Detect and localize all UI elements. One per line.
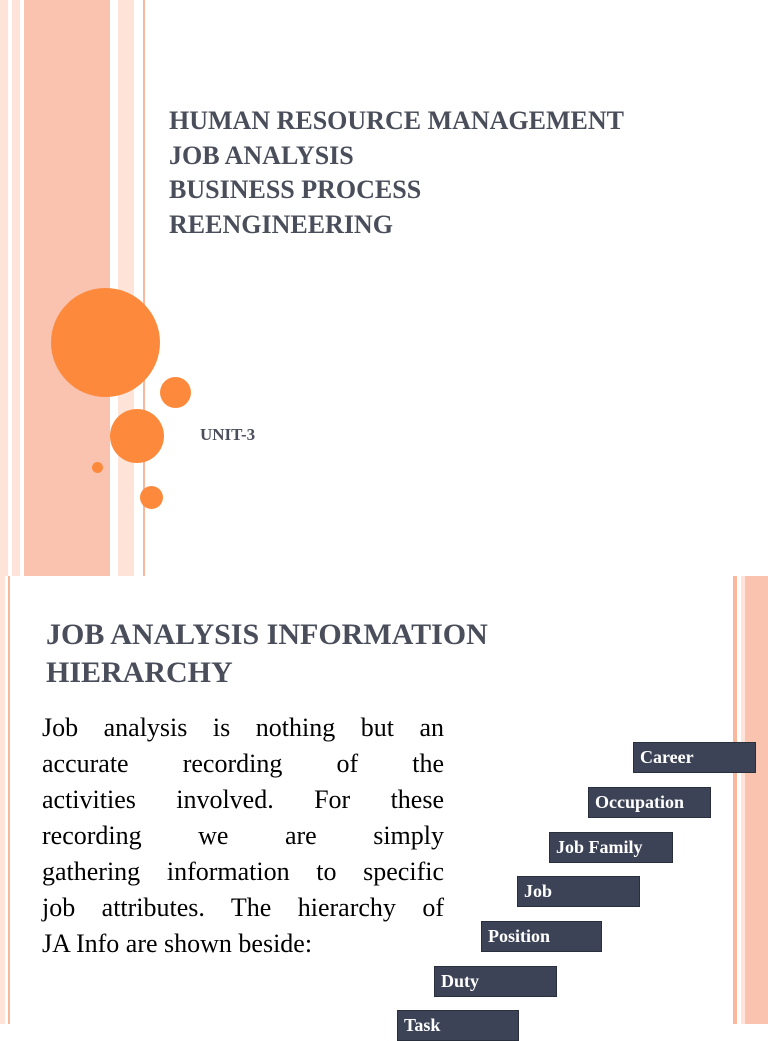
slide-heading	[46, 616, 488, 692]
decorative-band	[12, 0, 20, 576]
hierarchy-box-occupation: Occupation	[588, 787, 711, 818]
body-line: Job analysis is nothing but an	[42, 713, 444, 742]
heading-line: JOB ANALYSIS INFORMATION	[46, 618, 488, 651]
body-line: JA Info are shown beside:	[42, 929, 313, 958]
decorative-circle	[92, 462, 103, 473]
hierarchy-box-position: Position	[481, 921, 602, 952]
title-line: JOB ANALYSIS	[169, 140, 354, 170]
hierarchy-box-job: Job	[517, 876, 640, 907]
hierarchy-box-job-family: Job Family	[549, 832, 673, 863]
title-line: BUSINESS PROCESS	[169, 175, 422, 204]
body-line: activities involved. For these	[42, 785, 444, 814]
decorative-band	[8, 576, 10, 1024]
body-line: recording we are simply	[42, 821, 444, 850]
decorative-band	[0, 576, 5, 1024]
body-line: accurate recording of the	[42, 749, 444, 778]
slide-subtitle: UNIT-3	[200, 425, 256, 444]
title-line: HUMAN RESOURCE MANAGEMENT	[169, 106, 624, 135]
heading-line: HIERARCHY	[46, 656, 233, 689]
decorative-circle	[51, 288, 160, 397]
title-line: REENGINEERING	[169, 209, 393, 239]
body-line: job attributes. The hierarchy of	[42, 893, 444, 922]
body-line: gathering information to specific	[42, 857, 444, 886]
decorative-band	[118, 0, 134, 576]
decorative-band	[733, 576, 737, 1024]
decorative-circle	[160, 377, 191, 408]
body-paragraph	[42, 710, 444, 962]
decorative-circle	[110, 409, 164, 463]
hierarchy-box-career: Career	[633, 742, 756, 773]
decorative-band	[745, 576, 768, 1024]
slide-content	[0, 576, 768, 1035]
slide-title-heading	[169, 104, 624, 242]
decorative-circle	[140, 486, 163, 509]
decorative-band	[0, 0, 8, 576]
hierarchy-box-duty: Duty	[434, 966, 557, 997]
hierarchy-box-task: Task	[397, 1010, 519, 1041]
